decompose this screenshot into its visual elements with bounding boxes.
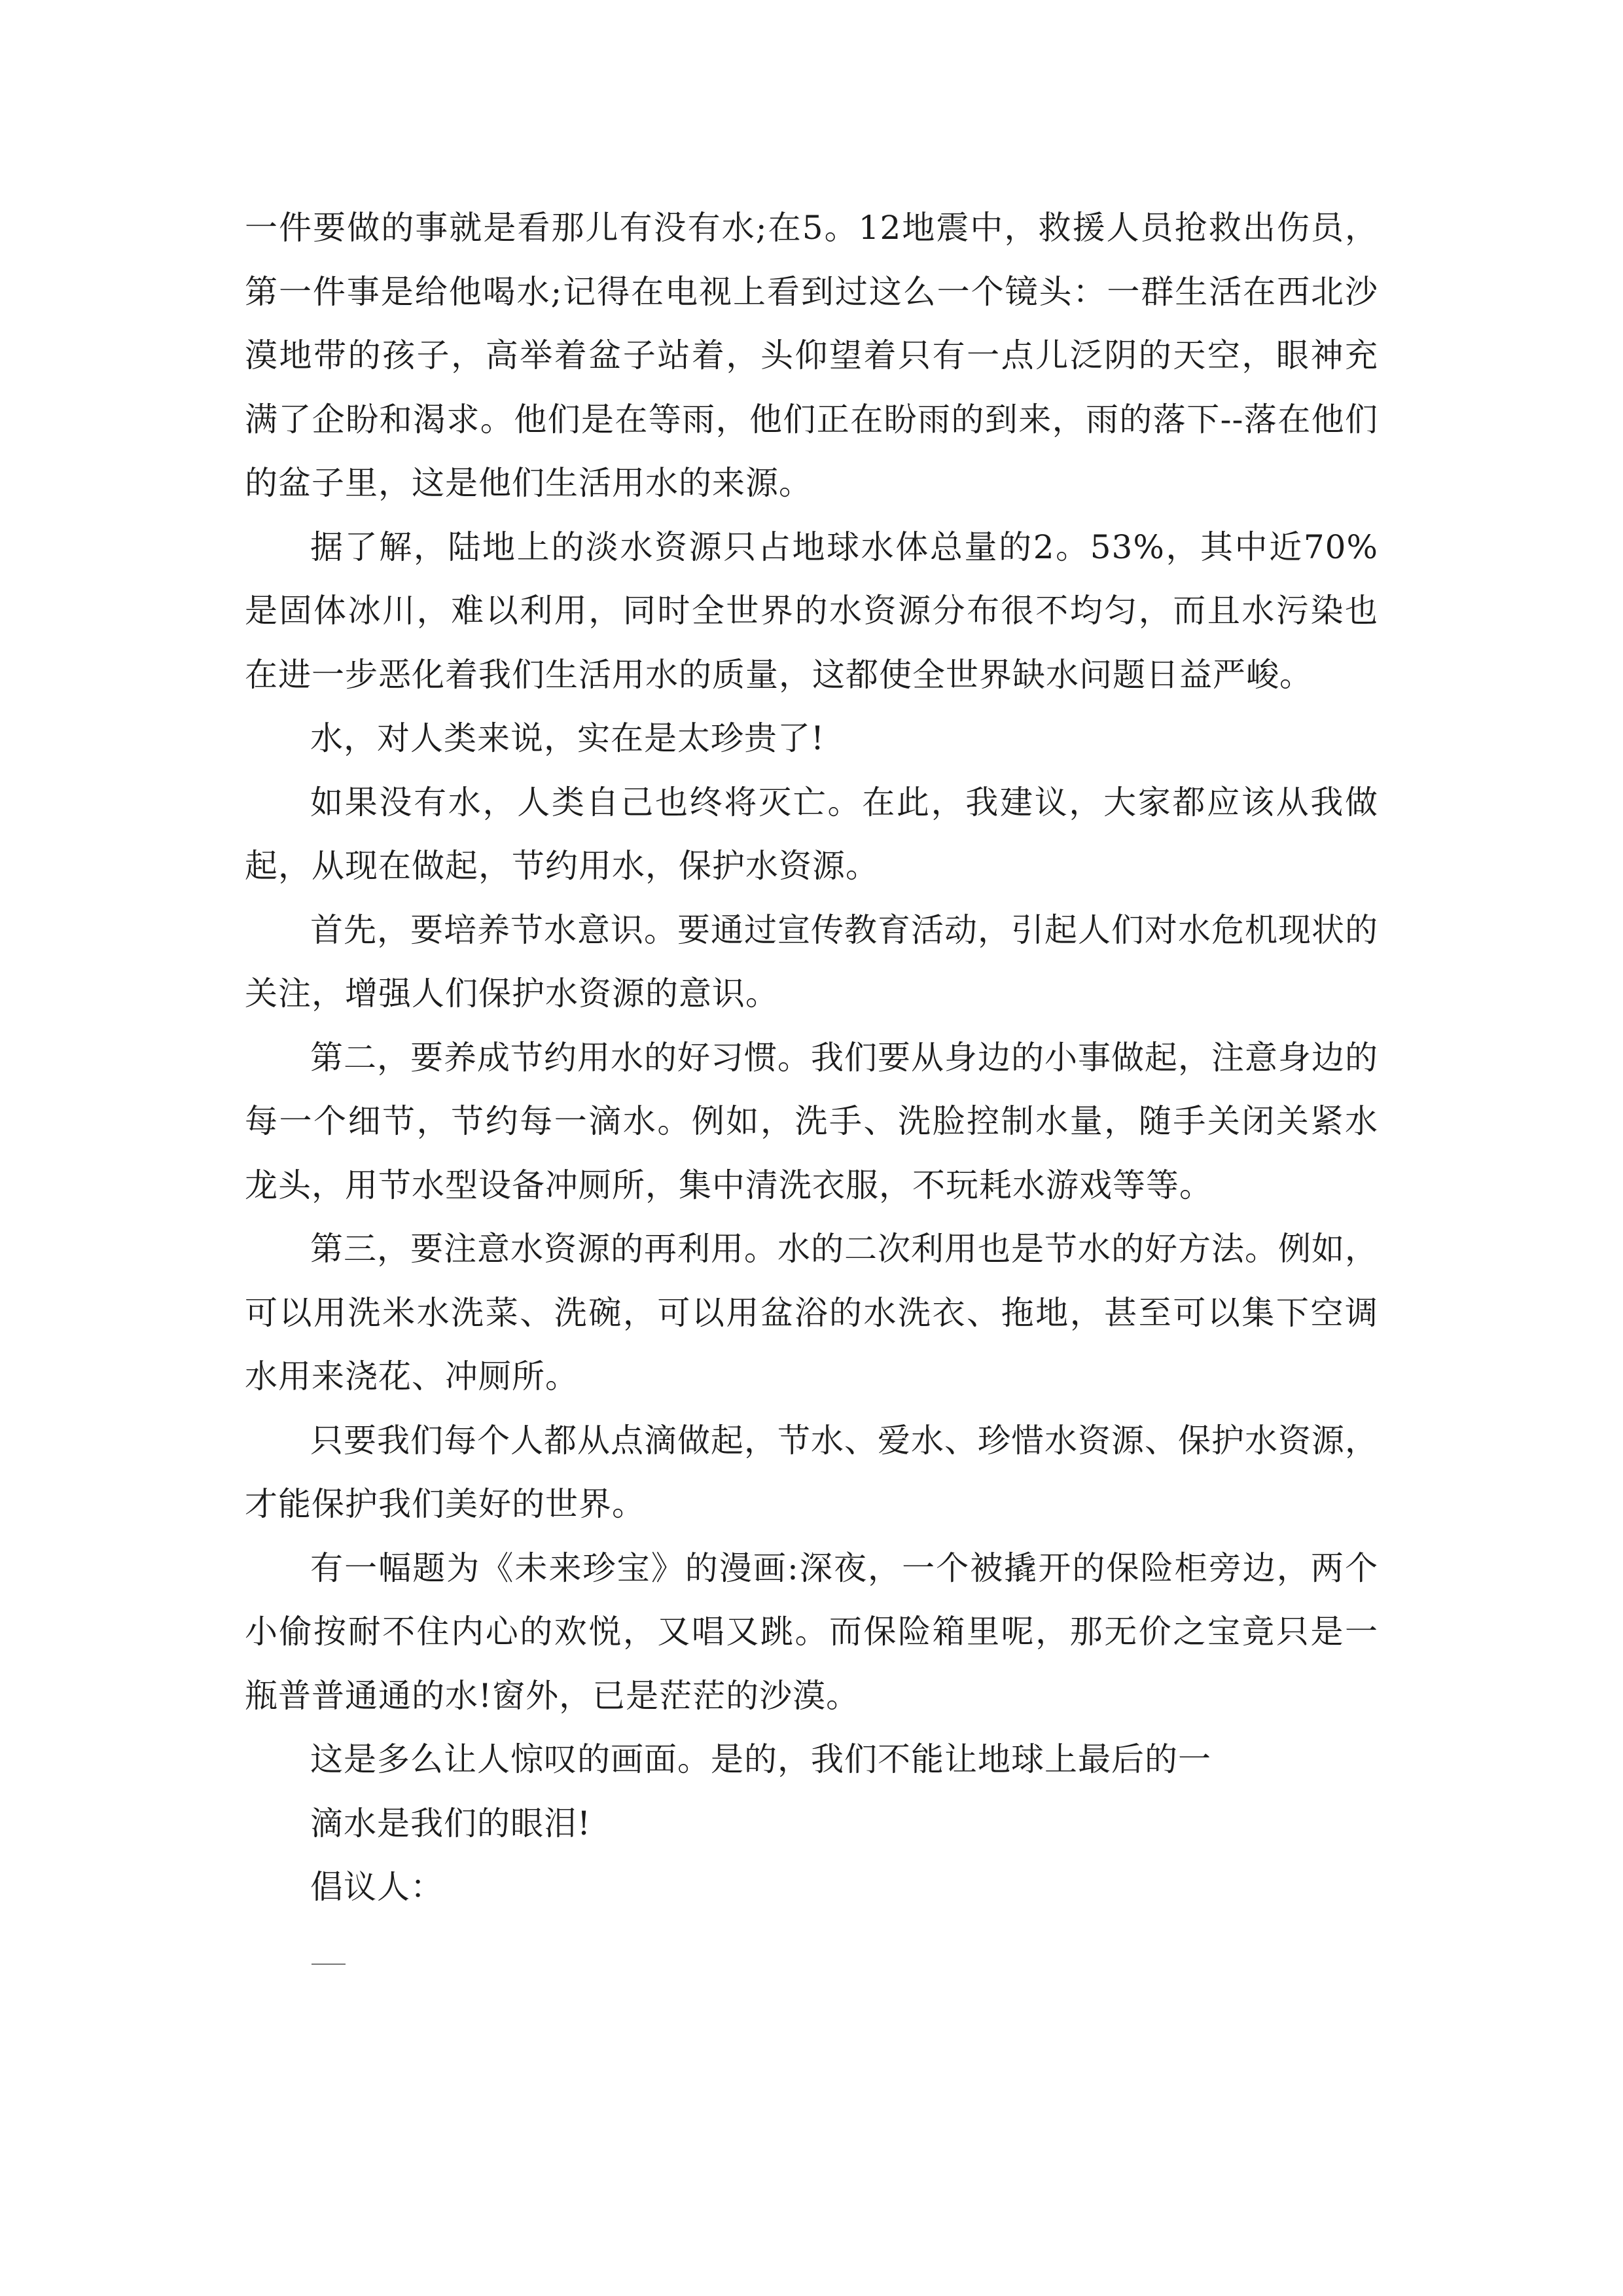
paragraph-water-scenes: 一件要做的事就是看那儿有没有水;在5。12地震中，救援人员抢救出伤员，第一件事是给他喝水;记得在电视上看到过这么一个镜头：一群生活在西北沙漠地带的孩子，高举着盆子站着，头仰望着只有一点儿泛阴的天空，眼神充满了企盼和渴求。他们是在等雨，他们正在盼雨的到来，雨的落下--落在他们的盆子里，这是他们生活用水的来源。 — [245, 209, 1378, 502]
paragraph-call-to-action: 只要我们每个人都从点滴做起，节水、爱水、珍惜水资源、保护水资源，才能保护我们美好的世界。 — [245, 1421, 1378, 1523]
paragraph-freshwater-facts: 据了解，陆地上的淡水资源只占地球水体总量的2。53%，其中近70%是固体冰川，难以利用，同时全世界的水资源分布很不均匀，而且水污染也在进一步恶化着我们生活用水的质量，这都使全世界缺水问题日益严峻。 — [245, 528, 1378, 694]
paragraph-proposal: 如果没有水，人类自己也终将灭亡。在此，我建议，大家都应该从我做起，从现在做起，节约用水，保护水资源。 — [245, 783, 1378, 885]
signature-line — [312, 1964, 346, 1965]
document-body — [245, 196, 1378, 1920]
paragraph-cartoon: 有一幅题为《未来珍宝》的漫画:深夜，一个被撬开的保险柜旁边，两个小偷按耐不住内心的欢悦，又唱又跳。而保险箱里呢，那无价之宝竟只是一瓶普普通通的水!窗外，已是茫茫的沙漠。 — [245, 1549, 1378, 1715]
paragraph-closing-line-1: 这是多么让人惊叹的画面。是的，我们不能让地球上最后的一 — [310, 1740, 1211, 1778]
paragraph-closing-line-2: 滴水是我们的眼泪! — [310, 1804, 592, 1842]
signature-label: 倡议人： — [310, 1868, 444, 1906]
paragraph-second-point: 第二，要养成节约用水的好习惯。我们要从身边的小事做起，注意身边的每一个细节，节约每一滴水。例如，洗手、洗脸控制水量，随手关闭关紧水龙头，用节水型设备冲厕所，集中清洗衣服，不玩耗水游戏等等。 — [245, 1038, 1378, 1204]
paragraph-third-point: 第三，要注意水资源的再利用。水的二次利用也是节水的好方法。例如，可以用洗米水洗菜、洗碗，可以用盆浴的水洗衣、拖地，甚至可以集下空调水用来浇花、冲厕所。 — [245, 1230, 1378, 1395]
paragraph-water-precious: 水，对人类来说，实在是太珍贵了! — [310, 719, 825, 757]
paragraph-first-point: 首先，要培养节水意识。要通过宣传教育活动，引起人们对水危机现状的关注，增强人们保护水资源的意识。 — [245, 910, 1378, 1013]
